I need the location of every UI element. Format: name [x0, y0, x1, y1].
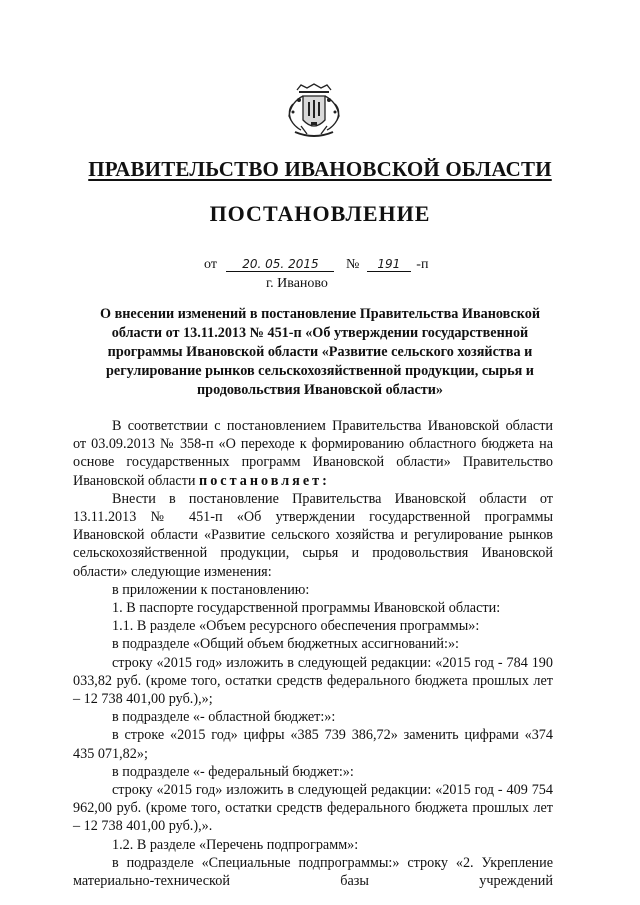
document-body: [73, 417, 553, 890]
date-prefix: от: [204, 257, 217, 272]
paragraph: в подразделе «Общий объем бюджетных ассигнований:»:: [112, 636, 459, 653]
city: г. Иваново: [266, 276, 328, 291]
paragraph: 1.2. В разделе «Перечень подпрограмм»:: [112, 836, 359, 853]
paragraph: 1.1. В разделе «Объем ресурсного обеспечения программы»:: [112, 618, 480, 635]
number-prefix: №: [345, 257, 360, 272]
paragraph-preamble: [73, 417, 553, 490]
document-type-title: ПОСТАНОВЛЕНИЕ: [209, 201, 431, 226]
date-number-line: [204, 257, 428, 273]
paragraph: в подразделе «- областной бюджет:»:: [112, 709, 336, 726]
paragraph: в подразделе «- федеральный бюджет:»:: [112, 763, 354, 780]
paragraph: в подразделе «Специальные подпрограммы:» строку «2. Укрепление материально-технической базы учреждений: [73, 854, 553, 890]
organization-title: ПРАВИТЕЛЬСТВО ИВАНОВСКОЙ ОБЛАСТИ: [88, 157, 552, 181]
paragraph: Внести в постановление Правительства Ивановской области от 13.11.2013 № 451-п «Об утверждении государственной программы Ивановской области «Развитие сельского хозяйства и регулирование рынков сельскохозяйственной продукции, сырья и продовольствия Ивановской области» следующие изменения:: [73, 490, 553, 580]
number-suffix: -п: [416, 257, 429, 272]
number-value: 191: [367, 257, 411, 272]
paragraph: 1. В паспорте государственной программы Ивановской области:: [112, 600, 501, 617]
preamble-text: В соответствии с постановлением Правительства Ивановской области от 03.09.2013 № 358-п «О переходе к формированию областного бюджета на основе государственных программ Ивановской области» Правительство Ивановской области: [73, 418, 553, 489]
document-subject: О внесении изменений в постановление Правительства Ивановской области от 13.11.2013 № 451-п «Об утверждении государственной программы Ивановской области «Развитие сельского хозяйства и регулирование рынков сельскохозяйственной продукции, сырья и продовольствия Ивановской области»: [100, 306, 540, 398]
paragraph: строку «2015 год» изложить в следующей редакции: «2015 год - 784 190 033,82 руб. (кроме того, остатки средств федерального бюджета прошлых лет – 12 738 401,00 руб.),»;: [73, 654, 553, 708]
resolve-word: постановляет:: [199, 472, 330, 489]
paragraph: строку «2015 год» изложить в следующей редакции: «2015 год - 409 754 962,00 руб. (кроме того, остатки средств федерального бюджета прошлых лет – 12 738 401,00 руб.),».: [73, 782, 553, 835]
coat-of-arms-icon: [283, 82, 345, 142]
date-value: 20. 05. 2015: [226, 257, 334, 272]
paragraph: в строке «2015 год» цифры «385 739 386,72» заменить цифрами «374 435 071,82»;: [73, 727, 553, 762]
paragraph: в приложении к постановлению:: [112, 581, 310, 598]
